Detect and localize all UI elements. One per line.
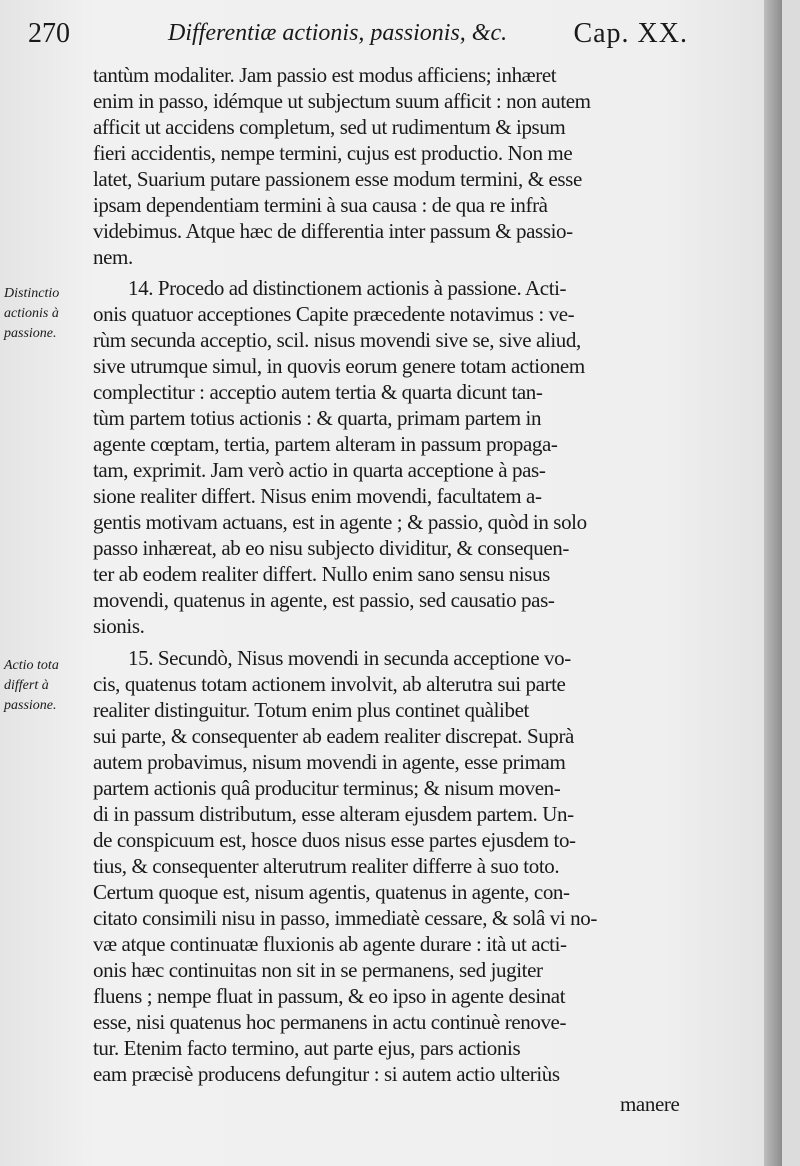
page-edge-shadow [764,0,782,1166]
text-line: tùm partem totius actionis : & quarta, primam partem in [93,406,542,430]
text-line: fieri accidentis, nempe termini, cujus est productio. Non me [93,141,573,165]
text-line: onis quatuor acceptiones Capite præcedente notavimus : ve- [93,302,575,326]
margin-note-line: passione. [4,326,57,341]
text-line: nem. [93,245,133,269]
text-line: Certum quoque est, nisum agentis, quatenus in agente, con- [93,880,570,904]
text-line: sionis. [93,614,145,638]
text-line: onis hæc continuitas non sit in se permanens, sed jugiter [93,958,543,982]
text-line: tantùm modaliter. Jam passio est modus afficiens; inhæret [93,63,557,87]
text-line: afficit ut accidens completum, sed ut rudimentum & ipsum [93,115,566,139]
paragraph-15-start: 15. Secundò, Nisus movendi in secunda acceptione vo- [128,646,571,670]
text-line: realiter distinguitur. Totum enim plus continet quàlibet [93,698,529,722]
text-line: fluens ; nempe fluat in passum, & eo ipso in agente desinat [93,984,566,1008]
text-line: gentis motivam actuans, est in agente ; & passio, quòd in solo [93,510,587,534]
text-line: cis, quatenus totam actionem involvit, ab alterutra sui parte [93,672,566,696]
text-line: sione realiter differt. Nisus enim movendi, facultatem a- [93,484,542,508]
text-line: ipsam dependentiam termini à sua causa : de qua re infrà [93,193,548,217]
text-line: eam præcisè producens defungitur : si autem actio ulteriùs [93,1062,560,1086]
page-number: 270 [28,18,70,49]
text-line: esse, nisi quatenus hoc permanens in actu continuè renove- [93,1010,567,1034]
text-line: di in passum distributum, esse alteram ejusdem partem. Un- [93,802,574,826]
text-line: passo inhæreat, ab eo nisu subjecto dividitur, & consequen- [93,536,569,560]
text-line: complectitur : acceptio autem tertia & quarta dicunt tan- [93,380,543,404]
text-line: tius, & consequenter alterutrum realiter differre à suo toto. [93,854,560,878]
margin-note-line: Actio tota [4,658,59,673]
text-line: enim in passo, idémque ut subjectum suum afficit : non autem [93,89,591,113]
text-line: tam, exprimit. Jam verò actio in quarta acceptione à pas- [93,458,546,482]
margin-note-line: actionis à [4,306,59,321]
page-header [28,18,688,56]
catchword: manere [620,1092,680,1116]
paragraph-14-start: 14. Procedo ad distinctionem actionis à passione. Acti- [128,276,567,300]
text-line: væ atque continuatæ fluxionis ab agente durare : ità ut acti- [93,932,567,956]
text-line: tur. Etenim facto termino, aut parte ejus, pars actionis [93,1036,521,1060]
text-line: sive utrumque simul, in quovis eorum genere totam actionem [93,354,585,378]
margin-note-line: Distinctio [4,286,60,301]
text-line: autem probavimus, nisum movendi in agente, esse primam [93,750,566,774]
text-line: movendi, quatenus in agente, est passio, sed causatio pas- [93,588,555,612]
text-line: rùm secunda acceptio, scil. nisus movendi sive se, sive aliud, [93,328,581,352]
chapter-label: Cap. XX. [573,18,688,49]
text-line: videbimus. Atque hæc de differentia inter passum & passio- [93,219,573,243]
text-line: partem actionis quâ producitur terminus; & nisum moven- [93,776,561,800]
margin-note-line: passione. [4,698,57,713]
running-title: Differentiæ actionis, passionis, &c. [168,20,508,46]
text-line: ter ab eodem realiter differt. Nullo enim sano sensu nisus [93,562,550,586]
text-line: de conspicuum est, hosce duos nisus esse partes ejusdem to- [93,828,576,852]
text-line: latet, Suarium putare passionem esse modum termini, & esse [93,167,582,191]
text-line: agente cœptam, tertia, partem alteram in passum propaga- [93,432,558,456]
margin-note-line: differt à [4,678,49,693]
text-line: citato consimili nisu in passo, immediatè cessare, & solâ vi no- [93,906,597,930]
text-line: sui parte, & consequenter ab eadem realiter discrepat. Suprà [93,724,574,748]
